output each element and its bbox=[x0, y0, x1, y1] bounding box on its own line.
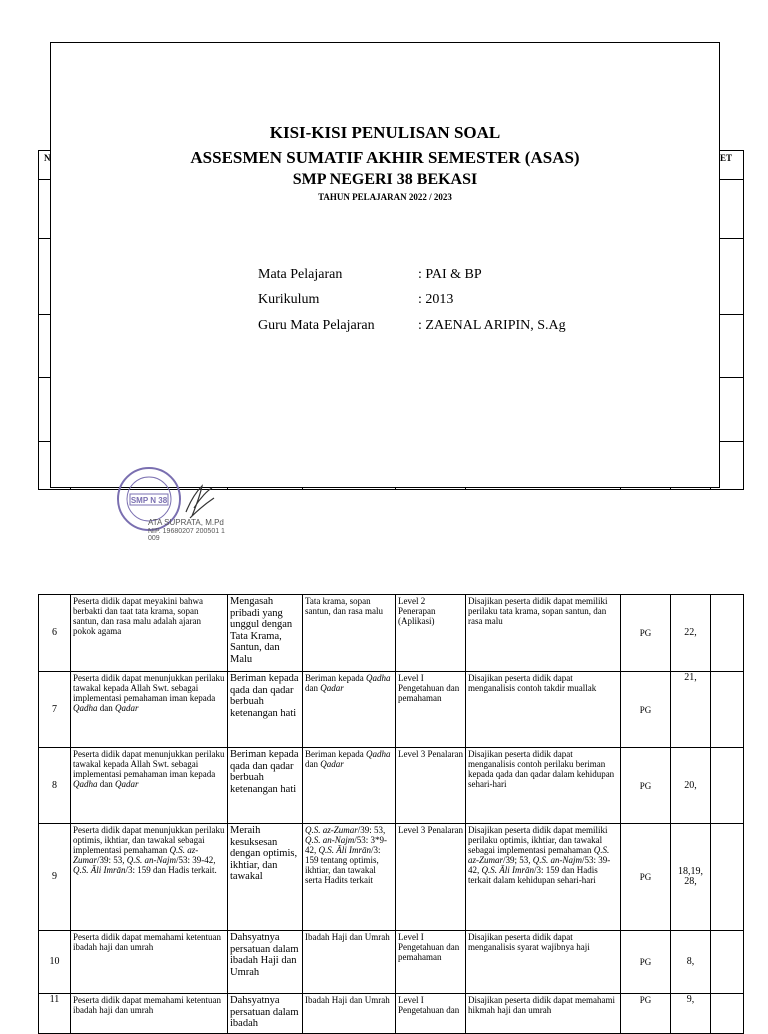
empty-cell bbox=[711, 824, 744, 931]
materi-cell: Ibadah Haji dan Umrah bbox=[303, 994, 396, 1034]
level-cell: Level I Pengetahuan dan pemahaman bbox=[396, 672, 466, 748]
nomor-soal-cell: 8, bbox=[671, 931, 711, 994]
info-row-subject bbox=[258, 267, 482, 283]
level-cell: Level 3 Penalaran bbox=[396, 748, 466, 824]
info-value: : PAI & BP bbox=[418, 267, 482, 282]
empty-cell bbox=[711, 595, 744, 672]
kompetensi-cell: Peserta didik dapat memahami ketentuan ibadah haji dan umrah bbox=[71, 931, 228, 994]
info-label: Mata Pelajaran bbox=[258, 267, 343, 282]
kompetensi-cell: Peserta didik dapat menunjukkan perilaku tawakal kepada Allah Swt. sebagai implementasi pemahaman iman kepada Qadha dan Qadar bbox=[71, 748, 228, 824]
indikator-cell: Disajikan peserta didik dapat menganalisis syarat wajibnya haji bbox=[466, 931, 621, 994]
school-name: SMP NEGERI 38 BEKASI bbox=[292, 171, 478, 188]
bentuk-soal-cell: PG bbox=[621, 748, 671, 824]
kompetensi-cell: Peserta didik dapat menunjukkan perilaku tawakal kepada Allah Swt. sebagai implementasi pemahaman iman kepada Qadha dan Qadar bbox=[71, 672, 228, 748]
table-row bbox=[39, 824, 744, 931]
materi-cell: Ibadah Haji dan Umrah bbox=[303, 931, 396, 994]
kisi-kisi-table bbox=[38, 594, 744, 1034]
row-number: 6 bbox=[39, 595, 71, 672]
bab-cell: Dahsyatnya persatuan dalam ibadah bbox=[228, 994, 303, 1034]
materi-cell: Tata krama, sopan santun, dan rasa malu bbox=[303, 595, 396, 672]
stamp-school-text: SMP N 38 bbox=[130, 496, 168, 505]
level-cell: Level I Pengetahuan dan bbox=[396, 994, 466, 1034]
bab-cell: Mengasah pribadi yang unggul dengan Tata Krama, Santun, dan Malu bbox=[228, 595, 303, 672]
bentuk-soal-cell: PG bbox=[621, 595, 671, 672]
materi-cell: Beriman kepada Qadha dan Qadar bbox=[303, 672, 396, 748]
kompetensi-cell: Peserta didik dapat menunjukkan perilaku optimis, ikhtiar, dan tawakal sebagai implementasi pemahaman Q.S. az-Zumar/39: 53, Q.S. an-Najm/53: 39-42, Q.S. Āli Imrān/3: 159 dan Hadis terkait. bbox=[71, 824, 228, 931]
row-number: 10 bbox=[39, 931, 71, 994]
row-number: 8 bbox=[39, 748, 71, 824]
document-title: KISI-KISI PENULISAN SOAL bbox=[269, 123, 501, 142]
document-subtitle: ASSESMEN SUMATIF AKHIR SEMESTER (ASAS) bbox=[190, 148, 580, 167]
school-stamp bbox=[116, 462, 226, 540]
level-cell: Level 3 Penalaran bbox=[396, 824, 466, 931]
bentuk-soal-cell: PG bbox=[621, 672, 671, 748]
kompetensi-cell: Peserta didik dapat meyakini bahwa berbakti dan taat tata krama, sopan santun, dan rasa malu adalah ajaran pokok agama bbox=[71, 595, 228, 672]
table-row bbox=[39, 748, 744, 824]
info-value: : 2013 bbox=[418, 292, 454, 307]
empty-cell bbox=[711, 931, 744, 994]
row-number: 9 bbox=[39, 824, 71, 931]
bab-cell: Beriman kepada qada dan qadar berbuah ketenangan hati bbox=[228, 748, 303, 824]
nomor-soal-cell: 21, bbox=[671, 672, 711, 748]
nomor-soal-cell: 18,19, 28, bbox=[671, 824, 711, 931]
level-cell: Level 2 Penerapan (Aplikasi) bbox=[396, 595, 466, 672]
nomor-soal-cell: 20, bbox=[671, 748, 711, 824]
bab-cell: Dahsyatnya persatuan dalam ibadah Haji dan Umrah bbox=[228, 931, 303, 994]
indikator-cell: Disajikan peserta didik dapat memahami hikmah haji dan umrah bbox=[466, 994, 621, 1034]
bentuk-soal-cell: PG bbox=[621, 931, 671, 994]
bentuk-soal-cell: PG bbox=[621, 994, 671, 1034]
row-number: 7 bbox=[39, 672, 71, 748]
background-header-left: N bbox=[44, 153, 51, 163]
empty-cell bbox=[711, 672, 744, 748]
kompetensi-cell: Peserta didik dapat memahami ketentuan ibadah haji dan umrah bbox=[71, 994, 228, 1034]
indikator-cell: Disajikan peserta didik dapat menganalisis contoh perilaku beriman kepada qada dan qadar dalam kehidupan sehari-hari bbox=[466, 748, 621, 824]
info-value: : ZAENAL ARIPIN, S.Ag bbox=[418, 318, 566, 333]
level-cell: Level I Pengetahuan dan pemahaman bbox=[396, 931, 466, 994]
nomor-soal-cell: 22, bbox=[671, 595, 711, 672]
nomor-soal-cell: 9, bbox=[671, 994, 711, 1034]
table-row bbox=[39, 595, 744, 672]
info-label: Kurikulum bbox=[258, 292, 320, 307]
cover-sheet bbox=[50, 42, 720, 488]
info-label: Guru Mata Pelajaran bbox=[258, 318, 375, 333]
empty-cell bbox=[711, 994, 744, 1034]
bentuk-soal-cell: PG bbox=[621, 824, 671, 931]
row-number: 11 bbox=[39, 994, 71, 1034]
table-row bbox=[39, 994, 744, 1034]
materi-cell: Beriman kepada Qadha dan Qadar bbox=[303, 748, 396, 824]
academic-year: TAHUN PELAJARAN 2022 / 2023 bbox=[318, 192, 452, 202]
table-row bbox=[39, 931, 744, 994]
principal-nip: NIP. 19680207 200501 1 009 bbox=[148, 528, 225, 542]
info-row-curriculum bbox=[258, 292, 453, 308]
bab-cell: Beriman kepada qada dan qadar berbuah ketenangan hati bbox=[228, 672, 303, 748]
background-header-right: ET bbox=[720, 153, 733, 163]
info-row-teacher bbox=[258, 318, 566, 334]
empty-cell bbox=[711, 748, 744, 824]
bab-cell: Meraih kesuksesan dengan optimis, ikhtiar, dan tawakal bbox=[228, 824, 303, 931]
materi-cell: Q.S. az-Zumar/39: 53, Q.S. an-Najm/53: 3*9-42, Q.S. Āli Imrān/3: 159 tentang optimis, ikhtiar, dan tawakal serta Hadits terkait bbox=[303, 824, 396, 931]
indikator-cell: Disajikan peserta didik dapat menganalisis contoh takdir muallak bbox=[466, 672, 621, 748]
indikator-cell: Disajikan peserta didik dapat memiliki perilaku optimis, ikhtiar, dan tawakal sebagai implementasi pemahaman Q.S. az-Zumar/39; 53, Q.S. an-Najm/53: 39-42, Q.S. Āli Imrān/3: 159 dan Hadis terkait dalam kehidupan sehari-hari bbox=[466, 824, 621, 931]
principal-name: ATA SUPRATA, M.Pd bbox=[148, 518, 224, 527]
indikator-cell: Disajikan peserta didik dapat memiliki perilaku tata krama, sopan santun, dan rasa malu bbox=[466, 595, 621, 672]
table-row bbox=[39, 672, 744, 748]
